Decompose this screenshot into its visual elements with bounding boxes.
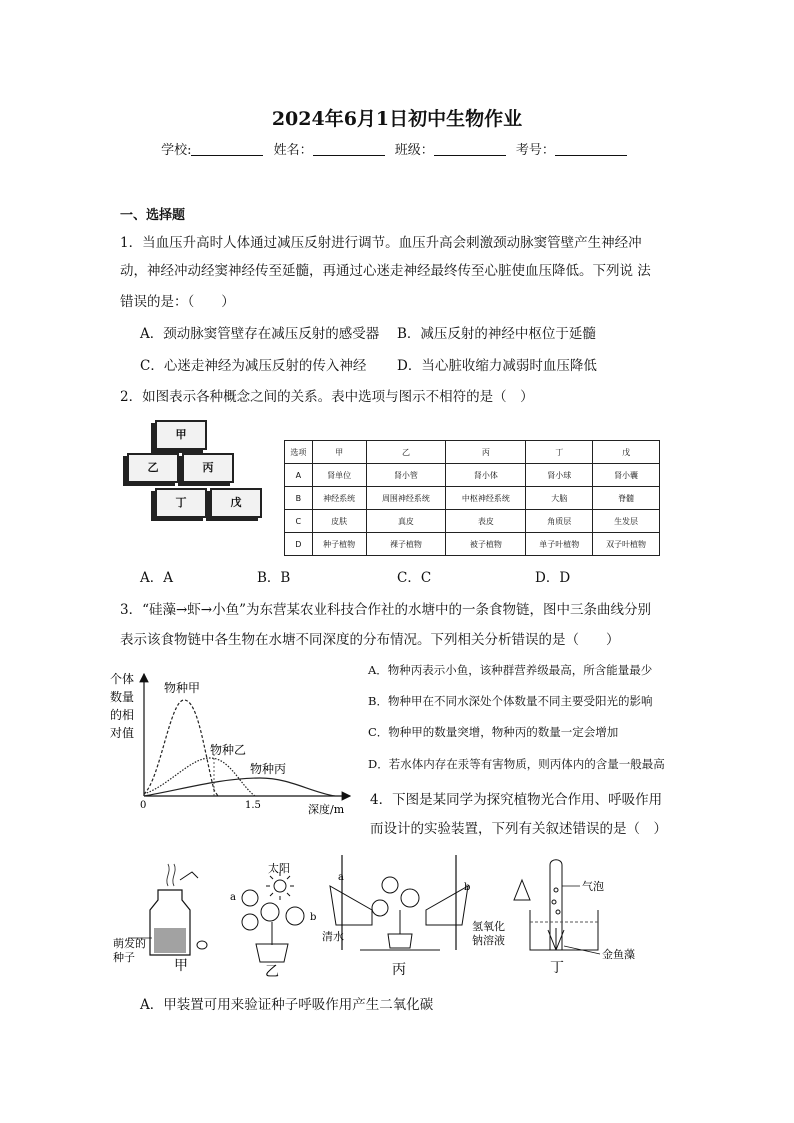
concept-card-bing: 丙 [182,453,234,483]
origin-label: 0 [140,800,147,811]
x-axis-label: 深度/m [308,803,345,816]
series-line-jia [144,700,218,796]
table-header-cell: 丁 [526,441,593,464]
label-naoh-line2: 钠溶液 [472,934,505,947]
q4-stem-line1: 4．下图是某同学为探究植物光合作用、呼吸作用 [370,792,663,808]
school-label: 学校: [161,143,192,158]
table-header-cell: 甲 [312,441,366,464]
table-header-cell: 乙 [366,441,446,464]
q1-stem-line2: 动，神经冲动经窦神经传至延髓，再通过心迷走神经最终传至心脏使血压降低。下列说 法 [120,263,651,279]
apparatus-jia [113,864,207,974]
y-label-line: 对值 [110,726,135,740]
table-cell: 周围神经系统 [366,487,446,510]
table-cell: 角质层 [526,510,593,533]
series-line-yi [144,758,255,796]
table-row [285,464,660,487]
label-sun: 太阳 [268,862,290,875]
apparatus-bing [322,855,505,978]
table-cell: 中枢神经系统 [446,487,526,510]
q4-experiment-apparatus-figure [110,850,680,980]
table-cell: 神经系统 [312,487,366,510]
table-cell: B [285,487,313,510]
table-cell: 生发层 [593,510,660,533]
table-cell: C [285,510,313,533]
q1-option-b[interactable]: B．减压反射的神经中枢位于延髓 [397,326,596,342]
q3-stem-line2: 表示该食物链中各生物在水塘不同深度的分布情况。下列相关分析错误的是（ ） [120,632,620,648]
table-header-row [285,441,660,464]
q1-stem-line1: 1．当血压升高时人体通过减压反射进行调节。血压升高会刺激颈动脉窦管壁产生神经冲 [120,235,642,251]
class-label: 班级： [394,143,434,158]
table-header-cell: 丙 [446,441,526,464]
y-label-line: 数量 [110,690,135,704]
table-cell: 种子植物 [312,533,366,556]
q3-stem-line1: 3．“硅藻→虾→小鱼”为东营某农业科技合作社的水塘中的一条食物链，图中三条曲线分别 [120,602,652,618]
concept-card-ding: 丁 [155,488,207,518]
y-label-line: 的相 [110,708,135,722]
table-cell: 肾小管 [366,464,446,487]
q1-option-a[interactable]: A．颈动脉窦管壁存在减压反射的感受器 [140,326,380,342]
q3-option-d[interactable]: D．若水体内存在汞等有害物质，则丙体内的含量一般最高 [368,757,665,771]
q2-option-c[interactable]: C．C [397,570,432,586]
school-blank[interactable] [191,142,263,156]
q1-option-c[interactable]: C．心迷走神经为减压反射的传入神经 [140,358,367,374]
table-row [285,487,660,510]
table-cell: D [285,533,313,556]
table-cell: A [285,464,313,487]
q4-stem-line2: 而设计的实验装置，下列有关叙述错误的是（ ） [370,821,667,837]
apparatus-yi [230,861,316,980]
class-blank[interactable] [434,142,506,156]
table-cell: 裸子植物 [366,533,446,556]
table-cell: 被子植物 [446,533,526,556]
table-cell: 肾小囊 [593,464,660,487]
label-b: b [310,912,317,923]
label-water: 清水 [322,930,344,943]
label-bing: 丙 [392,962,406,978]
table-cell: 真皮 [366,510,446,533]
label-a: a [338,872,344,883]
student-info-line [0,139,794,158]
q3-option-a[interactable]: A．物种丙表示小鱼，该种群营养级最高，所含能量最少 [368,663,653,677]
label-naoh-line1: 氢氧化 [472,920,505,933]
name-blank[interactable] [313,142,385,156]
label-a: a [230,892,236,903]
q2-option-a[interactable]: A．A [140,570,173,586]
label-jia: 甲 [174,958,188,974]
table-cell: 肾单位 [312,464,366,487]
concept-card-jia: 甲 [155,420,207,450]
exam-no-blank[interactable] [555,142,627,156]
exam-no-label: 考号： [515,143,555,158]
table-cell: 大脑 [526,487,593,510]
label-ding: 丁 [550,960,564,976]
q2-option-d[interactable]: D．D [535,570,571,586]
table-cell: 双子叶植物 [593,533,660,556]
table-header-cell: 选项 [285,441,313,464]
series-label-yi: 物种乙 [210,743,247,757]
q2-stem: 2．如图表示各种概念之间的关系。表中选项与图示不相符的是（ ） [120,389,534,405]
label-b: b [464,882,471,893]
label-algae: 金鱼藻 [602,948,635,961]
series-line-bing [144,778,335,796]
table-cell: 表皮 [446,510,526,533]
table-row [285,533,660,556]
name-label: 姓名： [273,143,313,158]
q1-stem-line3: 错误的是：（ ） [120,294,235,310]
q4-option-a[interactable]: A．甲装置可用来验证种子呼吸作用产生二氧化碳 [140,997,434,1013]
table-header-cell: 戊 [593,441,660,464]
q1-option-d[interactable]: D．当心脏收缩力减弱时血压降低 [397,358,597,374]
concept-card-wu: 戊 [210,488,262,518]
label-bubble: 气泡 [582,880,604,893]
x-tick-label: 1.5 [245,800,261,811]
table-cell: 单子叶植物 [526,533,593,556]
table-cell: 脊髓 [593,487,660,510]
table-cell: 肾小球 [526,464,593,487]
q3-depth-distribution-chart [110,670,360,818]
q3-option-c[interactable]: C．物种甲的数量突增，物种丙的数量一定会增加 [368,725,619,739]
q2-option-b[interactable]: B．B [257,570,291,586]
apparatus-ding [514,860,635,976]
series-label-jia: 物种甲 [164,681,201,695]
series-label-bing: 物种丙 [250,762,287,776]
y-label-line: 个体 [110,672,135,686]
q2-options-table [284,440,660,556]
q3-option-b[interactable]: B．物种甲在不同水深处个体数量不同主要受阳光的影响 [368,694,653,708]
table-cell: 皮肤 [312,510,366,533]
page-title: 2024年6月1日初中生物作业 [271,108,523,130]
label-seed-line1: 萌发的 [113,937,146,950]
table-cell: 肾小体 [446,464,526,487]
label-yi: 乙 [265,964,279,980]
section-heading: 一、选择题 [120,208,186,223]
concept-card-yi: 乙 [127,453,179,483]
label-seed-line2: 种子 [113,951,135,964]
table-row [285,510,660,533]
